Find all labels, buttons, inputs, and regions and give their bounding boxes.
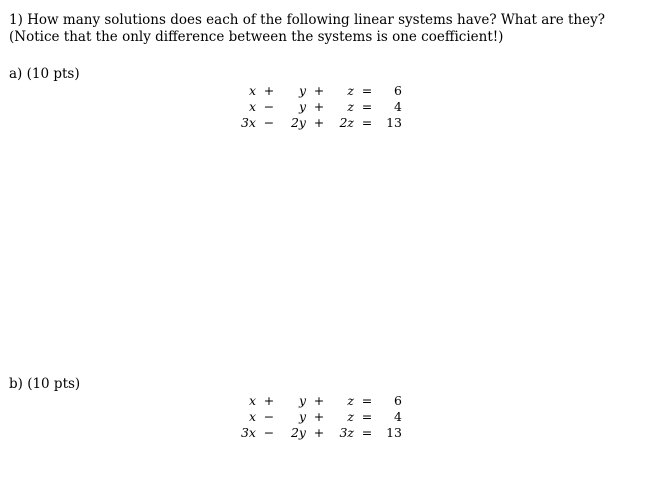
term-z: z [347,83,354,98]
constant: 13 [386,425,402,440]
equals-sign: = [361,83,373,98]
equals-sign: = [361,115,373,130]
term-z: z [347,393,354,408]
term-x: 3x [240,425,256,440]
equation-row [232,115,402,131]
operator: − [263,409,275,424]
part-b-equations [232,393,402,441]
term-z: z [347,409,354,424]
term-x: x [248,393,256,408]
operator: − [263,115,275,130]
equals-sign: = [361,393,373,408]
part-b-system [232,393,402,441]
term-z: 2z [339,115,354,130]
constant: 4 [394,99,402,114]
constant: 6 [394,393,402,408]
term-y: 2y [290,115,306,130]
operator: + [313,83,325,98]
operator: − [263,99,275,114]
equation-row [232,393,402,409]
term-y: y [298,393,306,408]
question-text: 1) How many solutions does each of the following linear systems have? What are they? (Notice that the only difference between the systems is one coefficient!) [9,12,605,45]
constant: 4 [394,409,402,424]
term-y: 2y [290,425,306,440]
equation-row [232,409,402,425]
term-y: y [298,99,306,114]
term-x: x [248,83,256,98]
term-x: x [248,99,256,114]
constant: 13 [386,115,402,130]
term-x: 3x [240,115,256,130]
term-x: x [248,409,256,424]
term-z: z [347,99,354,114]
part-b-label: b) (10 pts) [9,376,81,392]
term-y: y [298,409,306,424]
equation-row [232,425,402,441]
operator: + [313,409,325,424]
equals-sign: = [361,425,373,440]
part-a-label: a) (10 pts) [9,66,80,82]
constant: 6 [394,83,402,98]
equals-sign: = [361,99,373,114]
operator: + [263,83,275,98]
equation-row [232,83,402,99]
term-y: y [298,83,306,98]
operator: + [313,99,325,114]
operator: − [263,425,275,440]
equation-row [232,99,402,115]
operator: + [313,115,325,130]
equals-sign: = [361,409,373,424]
part-a-equations [232,83,402,131]
operator: + [313,425,325,440]
term-z: 3z [339,425,354,440]
part-a-system [232,83,402,131]
operator: + [263,393,275,408]
operator: + [313,393,325,408]
